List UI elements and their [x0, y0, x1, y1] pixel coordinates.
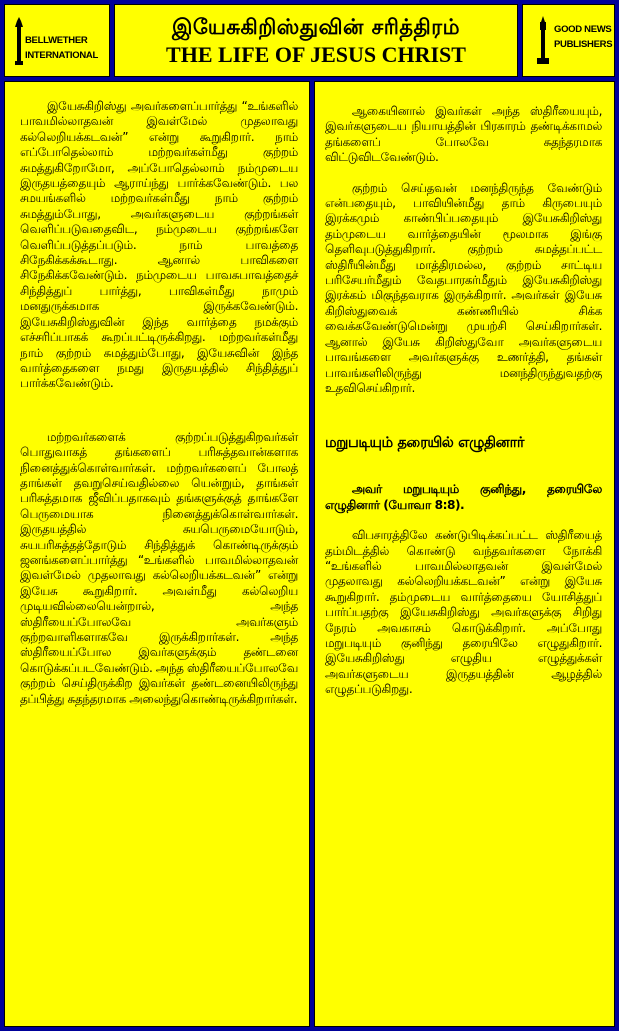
left-paragraph-1: இயேசுகிறிஸ்து அவர்களைப்பார்த்து “உங்களில் பாவமில்லாதவன் இவள்மேல் முதலாவது கல்லெறியக்கடவன்” என்று கூறுகிறார். நாம் எப்போதெல்லாம் மற்றவர்கள்மீது குற்றம் சுமத்துகிறோமோ, அப்போதெல்லாம் நம்முடைய இருதயத்தையும் ஆராய்ந்து பார்க்கவேண்டும். பல சமயங்களில் மற்றவர்கள்மீது நாம் குற்றம் சுமத்தும்போது, அவர்களுடைய குற்றங்கள் வெளிப்படுவதைவிட, நம்முடைய குற்றங்களே வெளிப்படுத்தப்படும். நாம் பாவத்தை சிநேகிக்கக்கூடாது. ஆனால் பாவிகளை சிநேகிக்கவேண்டும். நம்முடைய பாவசுபாவத்தைச் சிந்தித்துப் பார்த்து, பாவிகள்மீது நாமும் மனதுருக்கமாக இருக்கவேண்டும். இயேசுகிறிஸ்துவின் இந்த வார்த்தை நமக்கும் எச்சரிப்பாகக் கூறப்பட்டிருக்கிறது. மற்றவர்கள்மீது நாம் குற்றம் சுமத்தும்போது, இயேசுவின் இந்த வார்த்தைகளை நமது இருதயத்தில் சிந்தித்துப் பார்க்கவேண்டும்.	[20, 99, 298, 391]
good-news-logo-text	[554, 22, 612, 52]
bellwether-logo-line1: BELLWETHER	[25, 35, 88, 46]
good-news-logo	[522, 4, 615, 77]
right-paragraph-3: விபசாரத்திலே கண்டுபிடிக்கப்பட்ட ஸ்திரீயைத் தம்மிடத்தில் கொண்டு வந்தவர்களை நோக்கி “உங்களில் பாவமில்லாதவன் இவள்மேல் முதலாவது கல்லெறியக்கடவன்” என்று இயேசு கூறுகிறார். தம்முடைய வார்த்தையை யோசித்துப் பார்ப்பதற்கு இயேசுகிறிஸ்து அவர்களுக்கு சிறிது நேரம் அவகாசம் கொடுக்கிறார். அப்போது மறுபடியும் குனிந்து தரையிலே எழுதுகிறார். இயேசுகிறிஸ்து எழுதிய எழுத்துக்கள் அவர்களுடைய இருதயத்தின் ஆழத்தில் எழுதப்படுகிறது.	[325, 528, 602, 697]
title-banner	[114, 4, 518, 77]
page-title-tamil: இயேசுகிறிஸ்துவின் சரித்திரம்	[171, 15, 461, 39]
left-column	[4, 81, 310, 1027]
bellwether-logo-text	[25, 33, 98, 63]
scripture-verse: அவர் மறுபடியும் குனிந்து, தரையிலே எழுதினார் (யோவா 8:8).	[325, 482, 602, 512]
torch-icon	[14, 17, 24, 65]
good-news-logo-line1: GOOD NEWS	[554, 24, 612, 35]
bellwether-logo-line2: INTERNATIONAL	[25, 50, 98, 61]
good-news-logo-line2: PUBLISHERS	[554, 39, 613, 50]
section-heading: மறுபடியும் தரையில் எழுதினார்	[325, 435, 524, 452]
page-title-english: THE LIFE OF JESUS CHRIST	[166, 42, 466, 67]
right-paragraph-2: குற்றம் செய்தவன் மனந்திருந்த வேண்டும் என்பதையும், பாவியின்மீது தாம் கிருபையும் இரக்கமும் காண்பிப்பதையும் இயேசுகிறிஸ்து தம்முடைய வார்த்தையின் மூலமாக இங்கு தெளிவுபடுத்துகிறார். குற்றம் சுமத்தப்பட்ட ஸ்திரீயின்மீது மாத்திரமல்ல, குற்றம் சாட்டிய பரிசேயர்மீதும் வேதபாரகர்மீதும் இயேசுகிறிஸ்து இரக்கம் மிகுந்தவராக இருக்கிறார். அவர்கள் இயேசு கிறிஸ்துவைக் கண்ணியில் சிக்க வைக்கவேண்டுமென்று முயற்சி செய்கிறார்கள். ஆனால் இயேசு கிறிஸ்துவோ அவர்களுடைய பாவங்களை அவர்களுக்கு உணர்த்தி, தங்கள் பாவங்களிலிருந்து மனந்திருந்துவதற்கு உதவிசெய்கிறார்.	[325, 180, 602, 395]
lamp-icon	[536, 16, 550, 64]
bellwether-logo	[4, 4, 110, 77]
right-paragraph-1: ஆகையினால் இவர்கள் அந்த ஸ்திரீயையும், இவர்களுடைய நியாயத்தின் பிரகாரம் தண்டிக்காமல் தங்களைப் போலவே சுதந்தரமாக விட்டுவிடவேண்டும்.	[325, 104, 602, 165]
right-column	[314, 81, 615, 1027]
left-paragraph-2: மற்றவர்களைக் குற்றப்படுத்துகிறவர்கள் பொதுவாகத் தங்களைப் பரிசுத்தவான்களாக நினைத்துக்கொள்வார்கள். மற்றவர்களைப் போலத் தாங்கள் தவறுசெய்வதில்லை யென்றும், தாங்கள் பரிசுத்தமாக ஜீவிப்பதாகவும் தங்களுக்குத் தாங்களே பெருமையாக நினைத்துக்கொள்வார்கள். இருதயத்தில் சுயபெருமையோடும், சுயபரிசுத்தத்தோடும் சிந்தித்துக் கொண்டிருக்கும் ஜனங்களைப்பார்த்து “உங்களில் பாவமில்லாதவன் இவள்மேல் முதலாவது கல்லெறியக்கடவன்” என்று இயேசு கூறுகிறார். அவள்மீது கல்லெறிய முடியவில்லையென்றால், அந்த ஸ்திரீயைப்போலவே அவர்களும் குற்றவாளிகளாகவே இருக்கிறார்கள். அந்த ஸ்திரீயைப்போல இவர்களுக்கும் தண்டனை கொடுக்கப்படவேண்டும். அந்த ஸ்திரீயைப்போலவே குற்றம் செய்திருக்கிற இவர்கள் தண்டனையிலிருந்து தப்பித்து சுதந்தரமாக அலைந்துகொண்டிருக்கிறார்கள்.	[20, 429, 298, 706]
